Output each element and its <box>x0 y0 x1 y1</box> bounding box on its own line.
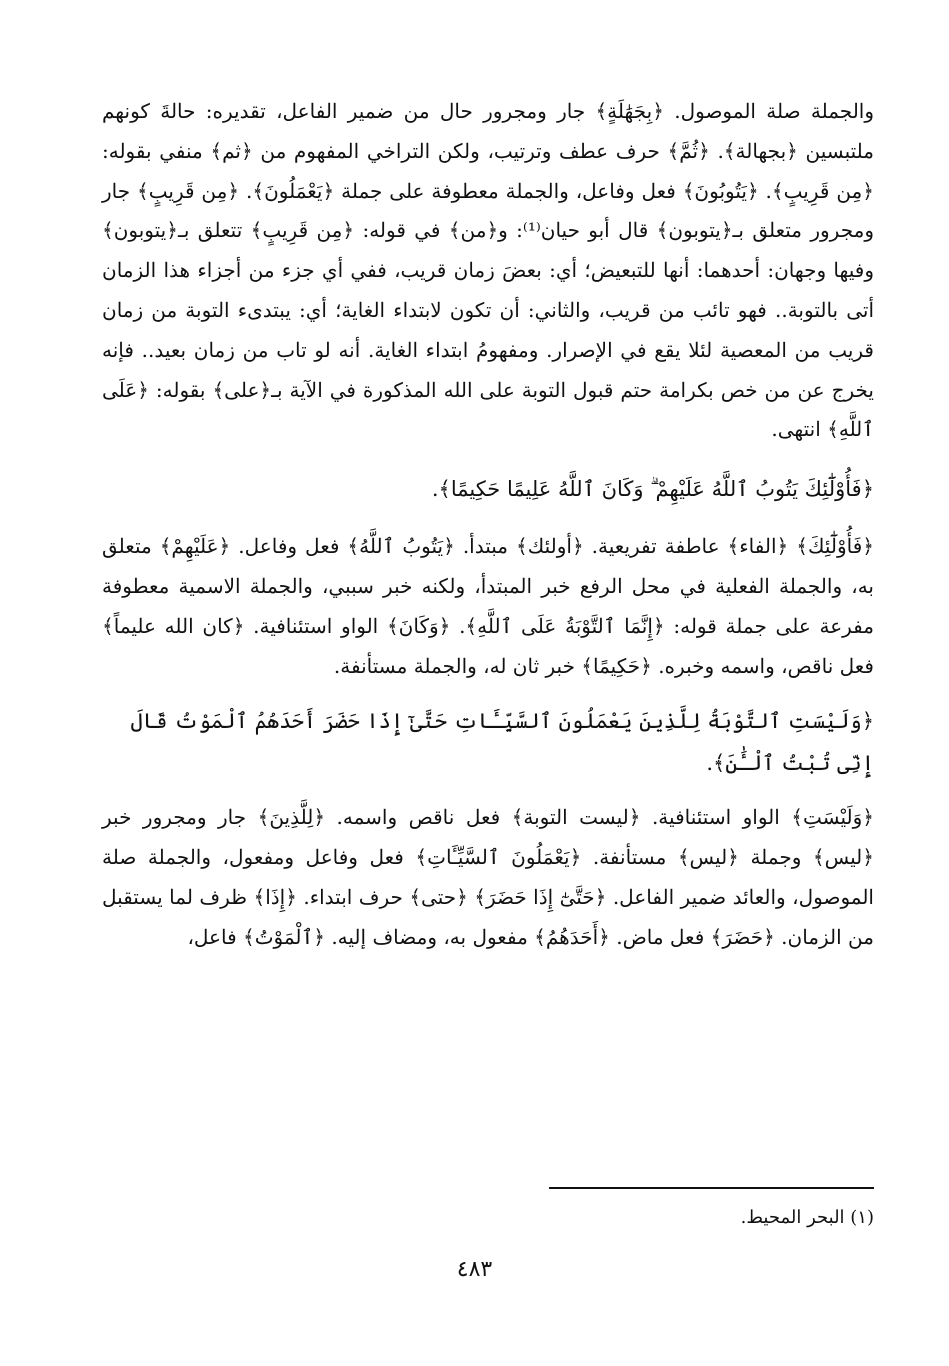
page-number: ٤٨٣ <box>456 1257 493 1282</box>
commentary-paragraph-3: ﴿وَلَيْسَتِ﴾ الواو استئنافية. ﴿ليست التوبة﴾ فعل ناقص واسمه. ﴿لِلَّذِينَ﴾ جار ومجرور خبر ﴿ليس﴾ وجملة ﴿ليس﴾ مستأنفة. ﴿يَعْمَلُونَ ٱلسَّيِّـَٔاتِ﴾ فعل وفاعل ومفعول، والجملة صلة الموصول، والعائد ضمير الفاعل. ﴿حَتَّىٰٓ إِذَا حَضَرَ﴾ ﴿حتى﴾ حرف ابتداء. ﴿إِذَا﴾ ظرف لما يستقبل من الزمان. ﴿حَضَرَ﴾ فعل ماض. ﴿أَحَدَهُمُ﴾ مفعول به، ومضاف إليه. ﴿ٱلْمَوْتُ﴾ فاعل، <box>102 805 874 949</box>
commentary-paragraph-2: ﴿فَأُوْلَٰٓئِكَ﴾ ﴿الفاء﴾ عاطفة تفريعية. ﴿أولئك﴾ مبتدأ. ﴿يَتُوبُ ٱللَّهُ﴾ فعل وفاعل. ﴿عَلَيْهِمْ﴾ متعلق به، والجملة الفعلية في محل الرفع خبر المبتدأ، ولكنه خبر سببي، والجملة الاسمية معطوفة مفرعة على جملة قوله: ﴿إِنَّمَا ٱلتَّوْبَةُ عَلَى ٱللَّهِ﴾. ﴿وَكَانَ﴾ الواو استئنافية. ﴿كان الله عليماً﴾ فعل ناقص، واسمه وخبره. ﴿حَكِيمًا﴾ خبر ثان له، والجملة مستأنفة. <box>102 534 874 678</box>
footnote: (١) البحر المحيط. <box>740 1207 874 1228</box>
quran-verse-1: ﴿فَأُوْلَٰٓئِكَ يَتُوبُ ٱللَّهُ عَلَيْهِمْ ۗ وَكَانَ ٱللَّهُ عَلِيمًا حَكِيمًا﴾. <box>431 477 874 502</box>
page-body <box>102 92 874 958</box>
footnote-divider <box>549 1187 874 1189</box>
commentary-paragraph-1: والجملة صلة الموصول. ﴿بِجَهَٰلَةٍ﴾ جار ومجرور حال من ضمير الفاعل، تقديره: حالةَ كونهم ملتبسين ﴿بجهالة﴾. ﴿ثُمَّ﴾ حرف عطف وترتيب، ولكن التراخي المفهوم من ﴿ثم﴾ منفي بقوله: ﴿مِن قَرِيبٍ﴾. ﴿يَتُوبُونَ﴾ فعل وفاعل، والجملة معطوفة على جملة ﴿يَعْمَلُونَ﴾. ﴿مِن قَرِيبٍ﴾ جار ومجرور متعلق بـ﴿يتوبون﴾ قال أبو حيان⁽¹⁾: و﴿من﴾ في قوله: ﴿مِن قَرِيبٍ﴾ تتعلق بـ﴿يتوبون﴾ وفيها وجهان: أحدهما: أنها للتبعيض؛ أي: بعضَ زمان قريب، ففي أي جزء من أجزاء هذا الزمان أتى بالتوبة.. فهو تائب من قريب، والثاني: أن تكون لابتداء الغاية؛ أي: يبتدىء التوبة من زمان قريب من المعصية لئلا يقع في الإصرار. ومفهومُ ابتداء الغاية. أنه لو تاب من زمان بعيد.. فإنه يخرج عن من خص بكرامة حتم قبول التوبة على الله المذكورة في الآية بـ﴿على﴾ بقوله: ﴿عَلَى ٱللَّهِ﴾ انتهى. <box>102 99 875 442</box>
quran-verse-2: ﴿وَلَيْسَتِ ٱلتَّوْبَةُ لِلَّذِينَ يَعْمَلُونَ ٱلسَّيِّـَٔاتِ حَتَّىٰٓ إِذَا حَضَرَ أَحَدَهُمُ ٱلْمَوْتُ قَالَ إِنِّى تُبْتُ ٱلْـَٰٔنَ﴾. <box>130 709 874 776</box>
